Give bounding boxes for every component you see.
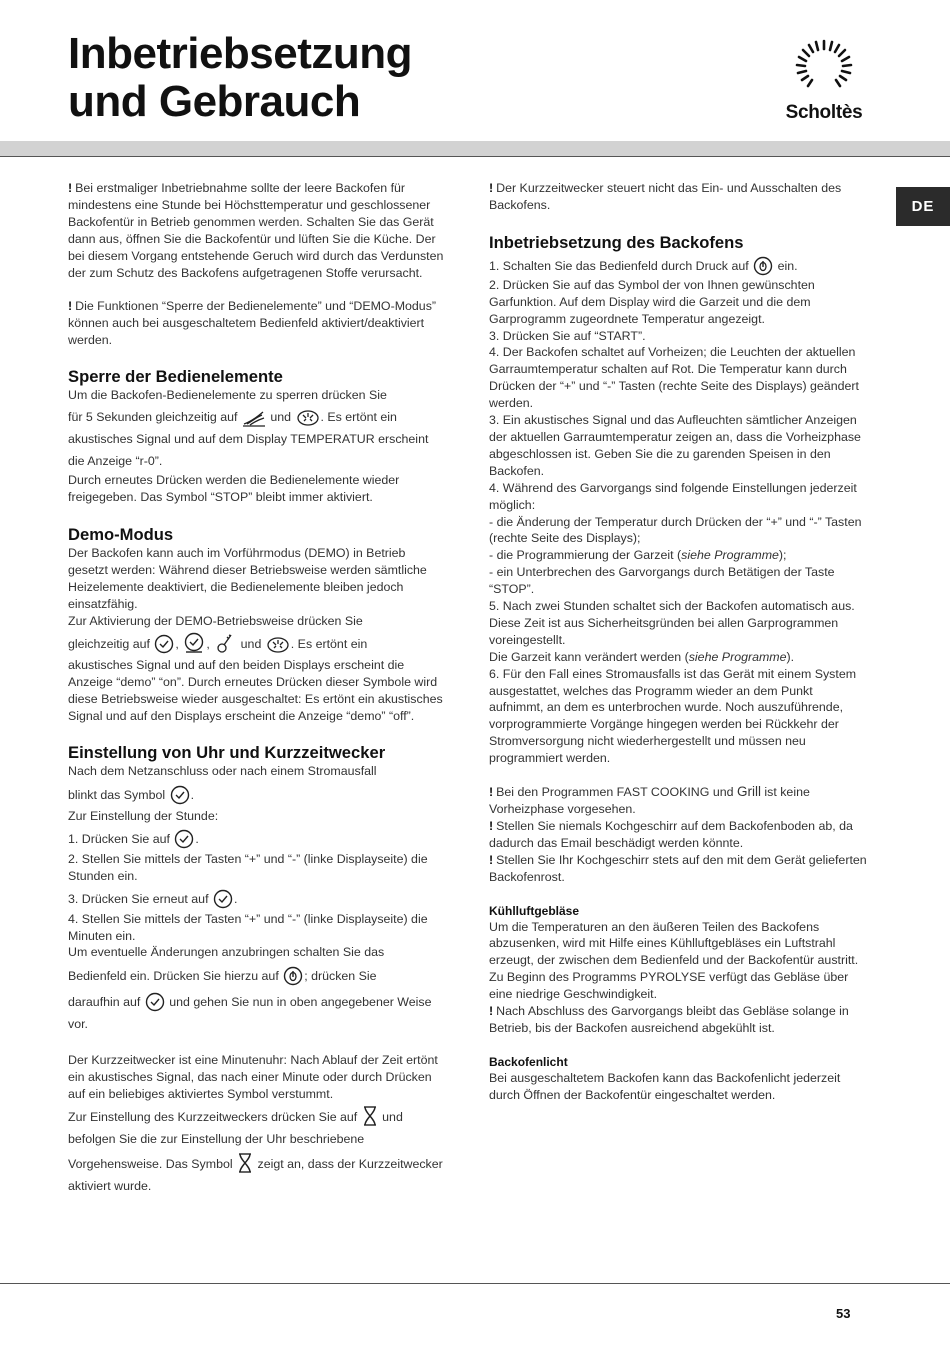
inbetrieb-step-10: 5. Nach zwei Stunden schaltet sich der Backofen automatisch aus. Diese Zeit ist aus Sicherheitsgründen bei allen Garprogrammen voreingestellt. <box>489 599 855 647</box>
notice-mark: ! <box>489 1004 494 1019</box>
header-divider <box>0 141 950 157</box>
inbetrieb-step-11: Die Garzeit kann verändert werden (siehe Programme). <box>489 649 795 664</box>
inbetrieb-step-12: 6. Für den Fall eines Stromausfalls ist das Gerät mit einem System ausgestattet, welches das Programm wieder an dem Punkt aufnimmt, an dem es unterbrochen wurde. Noch auszuführende, vorprogrammierte Vorgänge hingegen werden bei Rückkehr der Stromversorgung nicht wiederhergestellt und müssen neu programmiert werden. <box>489 666 857 766</box>
inbetrieb-step-8: - die Programmierung der Garzeit (siehe Programme); <box>489 548 787 563</box>
thermometer-icon <box>214 632 236 654</box>
licht-text-1: Bei ausgeschaltetem Backofen kann das Backofenlicht jederzeit durch Öffnen der Backofentür eingeschaltet werden. <box>489 1070 841 1102</box>
clock-icon <box>145 992 165 1012</box>
heading-inbetriebsetzung: Inbetriebsetzung des Backofens <box>489 232 744 252</box>
footer-divider <box>0 1283 950 1284</box>
demo-text-2: Zur Aktivierung der DEMO-Betriebsweise drücken Sie <box>68 613 363 628</box>
notice-backofenrost: ! Stellen Sie Ihr Kochgeschirr stets auf den mit dem Gerät gelieferten Backofenrost. <box>489 852 867 884</box>
notice-kochgeschirr: ! Stellen Sie niemals Kochgeschirr auf dem Backofenboden ab, da dadurch das Email beschädigt werden könnte. <box>489 818 853 850</box>
inbetrieb-step-6: 4. Während des Garvorgangs sind folgende Einstellungen jederzeit möglich: <box>489 480 857 512</box>
notice-mark: ! <box>489 785 494 800</box>
sun-logo-icon <box>778 32 870 98</box>
link-siehe-programme: siehe Programme <box>688 649 787 664</box>
title-line-2: und Gebrauch <box>68 77 361 126</box>
uhr-text-1: Nach dem Netzanschluss oder nach einem Stromausfall <box>68 764 377 779</box>
grill-icon <box>242 409 266 427</box>
brand-name: Scholtès <box>785 102 863 123</box>
timer-icon <box>237 1152 253 1174</box>
inbetrieb-step-3: 3. Drücken Sie auf “START”. <box>489 328 646 343</box>
language-tab: DE <box>896 187 950 226</box>
fan-icon <box>266 634 290 654</box>
uhr-text-5: Bedienfeld ein. Drücken Sie hierzu auf ; drücken Sie <box>68 961 448 989</box>
notice-functions: ! Die Funktionen “Sperre der Bedienelemente” und “DEMO-Modus” können auch bei ausgeschaltetem Bedienfeld aktiviert/deaktiviert werden. <box>68 299 437 348</box>
uhr-text-4: Um eventuelle Änderungen anzubringen schalten Sie das <box>68 945 385 960</box>
uhr-text-9: Vorgehensweise. Das Symbol zeigt an, dass der Kurzzeitwecker aktiviert wurde. <box>68 1150 448 1197</box>
inbetrieb-step-4: 4. Der Backofen schaltet auf Vorheizen; die Leuchten der aktuellen Garraumtemperatur schalten auf Rot. Die Temperatur kann durch Drücken der “+” und “-” Tasten (rechte Seite des Displays) geändert werden. <box>489 345 859 411</box>
uhr-step-4: 4. Stellen Sie mittels der Tasten “+” und “-” (linke Displayseite) die Minuten ein. <box>68 911 428 943</box>
inbetrieb-step-9: - ein Unterbrechen des Garvorgangs durch Betätigen der Taste “STOP”. <box>489 565 835 597</box>
uhr-text-7: Der Kurzzeitwecker ist eine Minutenuhr: Nach Ablauf der Zeit ertönt ein akustisches Signal, das nach einer Minute oder durch Drücken auf ein beliebiges aktiviertes Symbol verstummt. <box>68 1053 438 1102</box>
heading-sperre: Sperre der Bedienelemente <box>68 367 283 387</box>
page-number: 53 <box>836 1306 851 1321</box>
notice-mark: ! <box>489 818 494 833</box>
clock-timer-icon <box>183 632 205 654</box>
notice-mark: ! <box>489 852 494 867</box>
heading-backofenlicht: Backofenlicht <box>489 1054 568 1069</box>
heading-kuehlluft: Kühlluftgebläse <box>489 903 580 918</box>
right-column <box>489 180 867 1104</box>
notice-mark: ! <box>489 181 494 195</box>
clock-icon <box>174 829 194 849</box>
brand-logo <box>778 32 870 128</box>
uhr-text-6: daraufhin auf und gehen Sie nun in oben angegebener Weise vor. <box>68 989 448 1035</box>
sperre-text-3: Durch erneutes Drücken werden die Bedienelemente wieder freigegeben. Das Symbol “STOP” bleibt immer aktiviert. <box>68 473 400 504</box>
notice-first-use: ! Bei erstmaliger Inbetriebnahme sollte der leere Backofen für mindestens eine Stunde bei Höchsttemperatur und geschlossener Backofentür in Betrieb genommen werden. Schalten Sie das Gerät dann aus, öffnen Sie die Backofentür und lüften Sie die Küche. Der bei diesem Vorgang entstehende Geruch wird durch das Verdunsten der zum Schutz des Backofens aufgetragenen Stoffe verursacht. <box>68 181 444 280</box>
inbetrieb-step-5: 3. Ein akustisches Signal und das Aufleuchten sämtlicher Anzeigen der aktuellen Garraumtemperatur zeigen an, dass die Vorheizphase abgeschlossen ist. Geben Sie die zu garenden Speisen in den Backofen. <box>489 413 861 478</box>
inbetrieb-step-1: 1. Schalten Sie das Bedienfeld durch Druck auf ein. <box>489 253 867 277</box>
heading-uhr: Einstellung von Uhr und Kurzzeitwecker <box>68 743 386 763</box>
notice-timer: ! Der Kurzzeitwecker steuert nicht das Ein- und Ausschalten des Backofens. <box>489 181 842 212</box>
demo-text-4: akustisches Signal und auf den beiden Displays erscheint die Anzeige “demo” “on”. Durch erneutes Drücken dieser Symbole wird diese Betriebsweise wieder ausgeschaltet: Es ertönt ein akustisches Signal und auf den Displays erscheint die Anzeige “demo” “off”. <box>68 658 443 724</box>
timer-icon <box>362 1105 378 1127</box>
page-title <box>68 30 412 126</box>
uhr-step-3: 3. Drücken Sie erneut auf . <box>68 885 448 911</box>
uhr-text-2: blinkt das Symbol . <box>68 780 448 808</box>
clock-icon <box>154 634 174 654</box>
heading-demo: Demo-Modus <box>68 524 174 544</box>
inbetrieb-step-2: 2. Drücken Sie auf das Symbol der von Ihnen gewünschten Garfunktion. Auf dem Display wird die Garzeit und die dem Garprogramm zugeordnete Temperatur angezeigt. <box>489 277 815 326</box>
left-column <box>68 180 448 1197</box>
uhr-step-2: 2. Stellen Sie mittels der Tasten “+” und “-” (linke Displayseite) die Stunden ein. <box>68 851 428 883</box>
power-icon <box>283 966 303 986</box>
clock-icon <box>213 889 233 909</box>
uhr-text-8: Zur Einstellung des Kurzzeitweckers drücken Sie auf und befolgen Sie die zur Einstellung der Uhr beschriebene <box>68 1103 448 1150</box>
fan-icon <box>296 407 320 427</box>
power-icon <box>753 256 773 276</box>
notice-mark: ! <box>68 181 73 195</box>
title-line-1: Inbetriebsetzung <box>68 29 413 78</box>
notice-fast-cooking: ! Bei den Programmen FAST COOKING und Grill ist keine Vorheizphase vorgesehen. <box>489 784 810 816</box>
uhr-text-3: Zur Einstellung der Stunde: <box>68 808 219 823</box>
demo-text-3: gleichzeitig auf , , und . Es ertönt ein <box>68 629 448 657</box>
clock-icon <box>170 785 190 805</box>
sperre-text-2: für 5 Sekunden gleichzeitig auf und . Es ertönt ein akustisches Signal und auf dem Display TEMPERATUR erscheint die Anzeige “r-0”. <box>68 404 448 472</box>
link-siehe-programme: siehe Programme <box>681 548 779 563</box>
kuehl-text-2: ! Nach Abschluss des Garvorgangs bleibt das Gebläse solange in Betrieb, bis der Backofen ausreichend abgekühlt ist. <box>489 1004 849 1035</box>
inbetrieb-step-7: - die Änderung der Temperatur durch Drücken der “+” und “-” Tasten (rechte Seite des Displays); <box>489 514 862 546</box>
notice-mark: ! <box>68 299 73 314</box>
demo-text-1: Der Backofen kann auch im Vorführmodus (DEMO) in Betrieb gesetzt werden: Während dieser Betriebsweise werden sämtliche Heizelemente deaktiviert, die Bedienelemente bleiben jedoch einsatzfähig. <box>68 545 427 611</box>
sperre-text-1: Um die Backofen-Bedienelemente zu sperren drücken Sie <box>68 388 387 403</box>
kuehl-text-1: Um die Temperaturen an den äußeren Teilen des Backofens abzusenken, wird mit Hilfe eines Kühlluftgebläses ein Luftstrahl erzeugt, der zwischen dem Bedienfeld und der Backofentür austritt. Zu Beginn des Programms PYROLYSE verfügt das Gebläse über eine niedrige Geschwindigkeit. <box>489 919 859 1002</box>
uhr-step-1: 1. Drücken Sie auf . <box>68 825 448 851</box>
